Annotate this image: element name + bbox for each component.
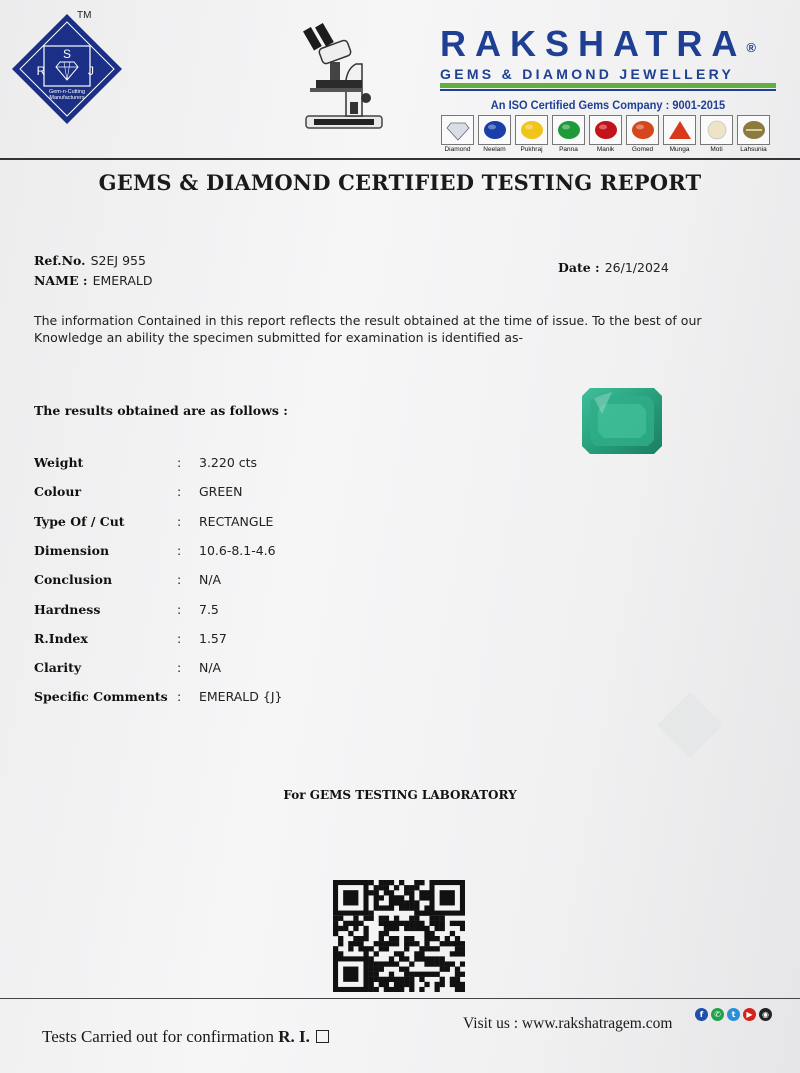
spec-label: R.Index	[34, 630, 88, 646]
microscope-icon	[296, 20, 388, 132]
gem-label: Lahsunia	[740, 146, 767, 153]
gomed-gem-icon	[626, 115, 659, 145]
spec-value: EMERALD {J}	[199, 689, 283, 705]
name-label: NAME :	[34, 273, 88, 288]
facebook-icon[interactable]: f	[695, 1008, 708, 1021]
manik-gem-icon	[589, 115, 622, 145]
logo-caption-2: Manufacturers	[49, 95, 85, 101]
footer-divider	[0, 998, 800, 999]
spec-colon: :	[177, 660, 182, 676]
gem-label: Pukhraj	[520, 146, 543, 153]
tests-text: Tests Carried out for confirmation	[42, 1027, 275, 1046]
lahsunia-gem-icon	[737, 115, 770, 145]
gem-label: Munga	[669, 146, 690, 153]
brand-block	[440, 24, 790, 82]
spec-colon: :	[177, 689, 182, 705]
gem-panna	[551, 115, 586, 153]
spec-label: Dimension	[34, 542, 110, 558]
header-divider	[0, 158, 800, 160]
spec-value: 1.57	[199, 630, 227, 646]
tests-confirmation-line	[42, 1027, 329, 1047]
spec-value: 7.5	[199, 601, 219, 617]
logo-caption-1: Gem-n-Cutting	[48, 89, 86, 95]
spec-colon: :	[177, 572, 182, 588]
lab-signature-line: For GEMS TESTING LABORATORY	[283, 788, 517, 802]
report-title: GEMS & DIAMOND CERTIFIED TESTING REPORT	[98, 170, 702, 195]
spec-value: GREEN	[199, 484, 243, 500]
gem-label: Diamond	[444, 146, 471, 153]
social-icons	[695, 1008, 772, 1021]
spec-colon: :	[177, 630, 182, 646]
gem-label: Gomed	[631, 146, 654, 153]
trademark-mark: TM	[77, 10, 92, 21]
spec-label: Colour	[34, 484, 82, 500]
spec-value: N/A	[199, 572, 222, 588]
intro-line-1: The information Contained in this report reflects the result obtained at the time of issue. To the best of our	[34, 313, 702, 328]
emerald-gem-photo	[580, 386, 664, 456]
spec-colon: :	[177, 542, 182, 558]
name-value: EMERALD	[92, 273, 153, 288]
gem-lahsunia	[736, 115, 771, 153]
ref-value: S2EJ 955	[90, 253, 146, 268]
whatsapp-icon[interactable]: ✆	[711, 1008, 724, 1021]
brand-name: RAKSHATRA®	[440, 23, 756, 64]
spec-label: Hardness	[34, 601, 101, 617]
gem-neelam	[477, 115, 512, 153]
results-heading: The results obtained are as follows :	[34, 403, 288, 418]
brand-green-bar	[440, 83, 776, 88]
spec-colon: :	[177, 601, 182, 617]
youtube-icon[interactable]: ▶	[743, 1008, 756, 1021]
registered-mark: ®	[746, 40, 756, 55]
name-row	[34, 270, 152, 289]
confirmation-checkbox	[316, 1030, 329, 1043]
spec-label: Specific Comments	[34, 689, 168, 705]
gem-munga	[662, 115, 697, 153]
gem-gomed	[625, 115, 660, 153]
gem-label: Panna	[559, 146, 578, 153]
gem-label: Manik	[596, 146, 615, 153]
panna-gem-icon	[552, 115, 585, 145]
spec-label: Type Of / Cut	[34, 513, 125, 529]
watermark-diamond	[655, 690, 725, 760]
gem-moti	[699, 115, 734, 153]
date-label: Date :	[558, 260, 600, 275]
ref-label: Ref.No.	[34, 253, 86, 268]
tests-code: R. I.	[278, 1027, 310, 1046]
spec-value: 10.6-8.1-4.6	[199, 542, 276, 558]
moti-gem-icon	[700, 115, 733, 145]
spec-value: N/A	[199, 660, 222, 676]
date-value: 26/1/2024	[604, 260, 669, 275]
gem-label: Neelam	[483, 146, 506, 153]
spec-label: Clarity	[34, 660, 82, 676]
instagram-icon[interactable]: ◉	[759, 1008, 772, 1021]
pukhraj-gem-icon	[515, 115, 548, 145]
spec-label: Conclusion	[34, 572, 113, 588]
date-row	[558, 257, 669, 276]
logo-letter-r: R	[36, 64, 46, 78]
gem-pukhraj	[514, 115, 549, 153]
intro-paragraph	[34, 312, 734, 346]
spec-label: Weight	[34, 455, 84, 470]
brand-blue-bar	[440, 89, 776, 91]
diamond-gem-icon	[441, 115, 474, 145]
intro-line-2: Knowledge an ability the specimen submitted for examination is identified as-	[34, 330, 524, 345]
iso-certification: An ISO Certified Gems Company : 9001-2015	[490, 98, 726, 112]
company-logo	[8, 10, 126, 128]
brand-tagline: GEMS & DIAMOND JEWELLERY	[440, 66, 735, 82]
spec-value: 3.220 cts	[199, 455, 258, 470]
spec-colon: :	[177, 455, 182, 470]
gem-diamond	[440, 115, 475, 153]
gem-label: Moti	[710, 146, 723, 153]
spec-colon: :	[177, 484, 182, 500]
reference-row	[34, 250, 146, 269]
twitter-icon[interactable]: t	[727, 1008, 740, 1021]
qr-code[interactable]	[333, 880, 465, 992]
spec-colon: :	[177, 513, 182, 529]
logo-letter-s: S	[62, 47, 72, 61]
logo-letter-j: J	[88, 64, 94, 78]
website-line[interactable]: Visit us : www.rakshatragem.com	[463, 1015, 673, 1032]
spec-value: RECTANGLE	[199, 513, 274, 529]
neelam-gem-icon	[478, 115, 511, 145]
gemstone-icons-row	[440, 115, 780, 153]
munga-gem-icon	[663, 115, 696, 145]
gem-manik	[588, 115, 623, 153]
